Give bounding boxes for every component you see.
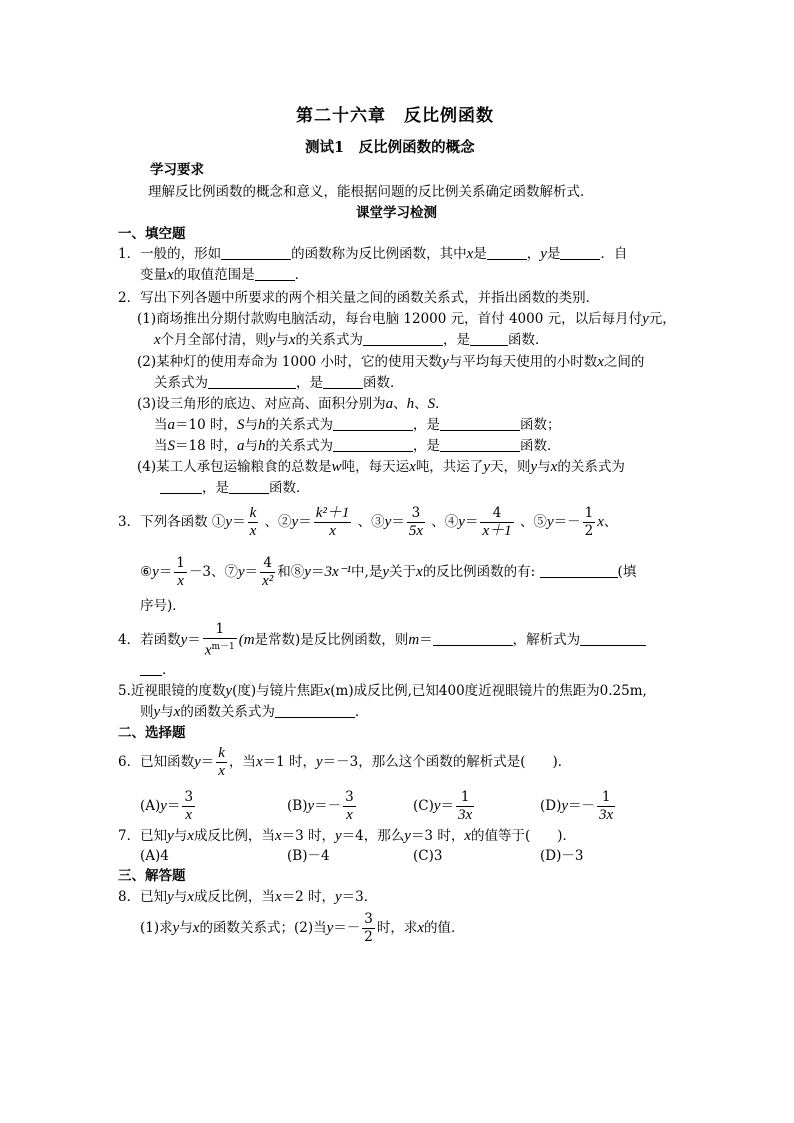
question-3-line-2: ⑥y＝ $\frac{1}{x}$ －3、⑦y＝ $\frac{4}{\text{x²}}$ 和⑧y＝3x⁻¹中,是y关于x的反比例函数的有: (填 <box>140 555 637 589</box>
question-2-part-2-line-1: (2)某种灯的使用寿命为 1000 小时，它的使用天数y与平均每天使用的小时数x之间的 <box>137 354 645 370</box>
answer-blank[interactable] <box>560 245 600 260</box>
question-6-option-d[interactable]: (D)y＝－ $\frac{1}{3x}$ <box>540 789 614 823</box>
check-heading: 课堂学习检测 <box>356 205 437 221</box>
answer-blank[interactable] <box>540 563 618 578</box>
fraction-3-over-x: $\frac{3}{x}$ <box>345 789 354 823</box>
question-2-part-3-line-3: 当S＝18 时，a与h的关系式为 ，是 函数． <box>154 438 561 454</box>
question-3-line-3: 序号)． <box>140 598 186 614</box>
question-6-option-c[interactable]: (C)y＝ $\frac{1}{3x}$ <box>413 789 473 823</box>
question-2-part-4-line-1: (4)某工人承包运输粮食的总数是w吨，每天运x吨，共运了y天，则y与x的关系式为 <box>137 459 625 475</box>
fraction-1-over-x-power: $\frac{1}{x^{m-1}}$ <box>204 621 235 659</box>
fraction-1-over-3x: $\frac{1}{3x}$ <box>458 789 473 823</box>
answer-blank[interactable] <box>140 661 162 676</box>
question-7-option-a[interactable]: (A)4 <box>140 848 169 864</box>
question-2-intro: 2．写出下列各题中所要求的两个相关量之间的函数关系式，并指出函数的类别． <box>118 290 600 306</box>
question-7-option-d[interactable]: (D)－3 <box>540 848 584 864</box>
requirement-text: 理解反比例函数的概念和意义，能根据问题的反比例关系确定函数解析式． <box>148 184 594 200</box>
answer-blank[interactable] <box>433 631 513 646</box>
fraction-3-over-2: $\frac{3}{2}$ <box>364 911 373 945</box>
question-3-line-1: 3．下列各函数 ①y＝ $\frac{k}{x}$ 、②y＝ $\frac{\text{k²＋1}}{x}$ 、③y＝ $\frac{3}{5x}$ 、④y＝ $\frac{4}{x+1}$ 、⑤y＝－ $\frac{1}{2}$ x、 <box>118 505 618 539</box>
question-4-line-2: ． <box>140 660 176 680</box>
answer-blank[interactable] <box>275 703 355 718</box>
fraction-1-over-x: $\frac{1}{x}$ <box>176 555 185 589</box>
answer-blank[interactable] <box>160 479 202 494</box>
question-2-part-1-line-1: (1)商场推出分期付款购电脑活动，每台电脑 12000 元，首付 4000 元，以后每月付y元， <box>137 311 676 327</box>
question-7-line-1: 7．已知y与x成反比例，当x＝3 时，y＝4，那么y＝3 时，x的值等于( )． <box>118 828 577 844</box>
answer-blank[interactable] <box>440 416 520 431</box>
question-7-option-b[interactable]: (B)－4 <box>287 848 330 864</box>
question-2-part-1-line-2: x个月全部付清，则y与x的关系式为 ，是 函数． <box>154 332 549 348</box>
fraction-4-over-xplus1: $\frac{4}{x+1}$ <box>482 505 512 539</box>
question-2-part-3-line-1: (3)设三角形的底边、对应高、面积分别为a、h、S． <box>137 396 449 412</box>
question-6-line-1: 6．已知函数y＝ $\frac{k}{x}$ ，当x＝1 时，y＝－3，那么这个函数的解析式是( )． <box>118 745 572 779</box>
question-6-option-a[interactable]: (A)y＝ $\frac{3}{x}$ <box>140 789 194 823</box>
answer-blank[interactable] <box>255 266 295 281</box>
question-5-line-2: 则y与x的函数关系式为 ． <box>140 704 369 720</box>
answer-blank[interactable] <box>580 631 646 646</box>
fraction-1-over-2: $\frac{1}{2}$ <box>584 505 594 539</box>
test-title: 测试1 反比例函数的概念 <box>305 139 475 156</box>
question-8-line-1: 8．已知y与x成反比例，当x＝2 时，y＝3． <box>118 889 378 905</box>
fraction-k2plus1-over-x: $\frac{\text{k²＋1}}{x}$ <box>315 505 350 539</box>
requirement-heading: 学习要求 <box>150 162 204 178</box>
answer-blank[interactable] <box>221 245 291 260</box>
answer-blank[interactable] <box>333 416 413 431</box>
answer-blank[interactable] <box>363 331 443 346</box>
question-1-line-1: 1．一般的，形如 的函数称为反比例函数，其中x是 ，y是 ．自 <box>118 246 628 262</box>
answer-blank[interactable] <box>229 479 269 494</box>
fraction-k-over-x: $\frac{k}{x}$ <box>218 745 225 779</box>
section-choice-heading: 二、选择题 <box>118 725 186 741</box>
answer-blank[interactable] <box>208 374 296 389</box>
question-2-part-2-line-2: 关系式为 ，是 函数． <box>154 375 404 391</box>
fraction-3-over-5x: $\frac{3}{5x}$ <box>408 505 423 539</box>
fraction-1-over-3x: $\frac{1}{3x}$ <box>599 789 614 823</box>
question-2-part-3-line-2: 当a＝10 时，S与h的关系式为 ，是 函数； <box>154 417 561 433</box>
section-fill-heading: 一、填空题 <box>118 226 186 242</box>
fraction-k-over-x: $\frac{k}{x}$ <box>249 505 257 539</box>
question-1-line-2: 变量x的取值范围是 ． <box>140 267 309 283</box>
chapter-title: 第二十六章 反比例函数 <box>296 106 494 126</box>
fraction-4-over-x2: $\frac{4}{\text{x²}}$ <box>262 555 274 589</box>
question-2-part-4-line-2: ，是 函数． <box>160 478 310 498</box>
answer-blank[interactable] <box>440 437 520 452</box>
answer-blank[interactable] <box>487 245 527 260</box>
answer-blank[interactable] <box>333 437 413 452</box>
question-8-line-2: (1)求y与x的函数关系式；(2)当y＝－ $\frac{3}{2}$ 时，求x的值． <box>140 911 465 945</box>
question-5-line-1: 5.近视眼镜的度数y(度)与镜片焦距x(m)成反比例,已知400度近视眼镜片的焦距为0.25m, <box>118 683 647 699</box>
section-answer-heading: 三、解答题 <box>118 868 186 884</box>
answer-blank[interactable] <box>323 374 363 389</box>
fraction-3-over-x: $\frac{3}{x}$ <box>184 789 194 823</box>
answer-blank[interactable] <box>470 331 508 346</box>
question-4-line-1: 4．若函数y＝ $\frac{1}{x^{m-1}}$ (m是常数)是反比例函数，则m＝ ，解析式为 <box>118 620 646 660</box>
question-7-option-c[interactable]: (C)3 <box>413 848 443 864</box>
question-6-option-b[interactable]: (B)y＝－ $\frac{3}{x}$ <box>287 789 354 823</box>
